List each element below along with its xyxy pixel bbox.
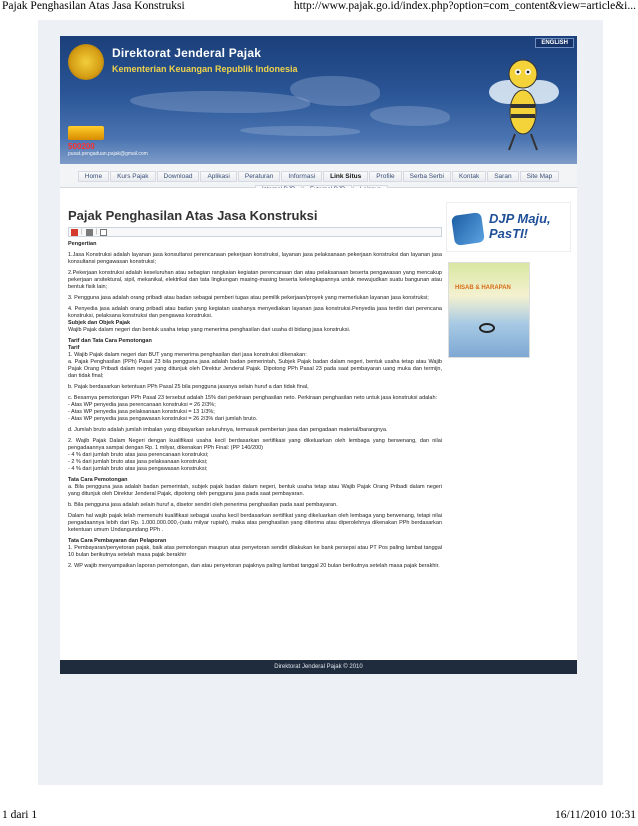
print-datetime: 16/11/2010 10:31: [554, 809, 636, 821]
paragraph: - Atas WP penyedia jasa perencanaan konstruksi = 26 2/3%;: [68, 402, 216, 408]
paragraph: Dalam hal wajib pajak telah memenuhi kualifikasi sebagai usaha kecil berdasarkan sertifikat yang dikeluarkan oleh lembaga yang berwenang, tetapi nilai pengadaannya lebih dari Rp. 1.000.000.000,-(satu milyar rupiah), maka atas penghasilan yang diterima atau diperolehnya dikenakan PPh berdasarkan ketentuan umum Undangundang PPh .: [68, 513, 442, 533]
article-title: Pajak Penghasilan Atas Jasa Konstruksi: [68, 208, 318, 223]
article: [68, 208, 442, 570]
english-button[interactable]: ENGLISH: [535, 38, 574, 48]
site-container: [60, 36, 577, 674]
hotline-badge[interactable]: [68, 126, 148, 157]
nav-item-aplikasi[interactable]: Aplikasi: [200, 171, 236, 182]
print-page-title: Pajak Penghasilan Atas Jasa Konstruksi: [2, 0, 185, 12]
nav-item-serba-serbi[interactable]: Serba Serbi: [403, 171, 451, 182]
paragraph: - Atas WP penyedia jasa pengawasan konstruksi = 26 2/3% dari jumlah bruto.: [68, 416, 258, 422]
email-icon[interactable]: [100, 229, 107, 236]
nav-item-kurs-pajak[interactable]: Kurs Pajak: [110, 171, 155, 182]
heading-tarif: Tarif: [68, 345, 80, 351]
djp-maju-banner[interactable]: [446, 202, 571, 252]
article-toolbar: [68, 227, 442, 237]
copyright-text: Direktorat Jenderal Pajak © 2010: [274, 664, 363, 670]
print-footer: [0, 809, 638, 823]
nav-item-saran[interactable]: Saran: [487, 171, 518, 182]
pdf-icon[interactable]: [71, 229, 78, 236]
org-subtitle: Kementerian Keuangan Republik Indonesia: [112, 64, 298, 74]
sidebar: [446, 202, 571, 358]
print-page-count: 1 dari 1: [2, 809, 38, 821]
nav-item-kontak[interactable]: Kontak: [452, 171, 486, 182]
paragraph: 2. Wajib Pajak Dalam Negeri dengan kualifikasi usaha kecil berdasarkan sertifikasi yang dikeluarkan oleh lembaga yang berwenang, dan nilai pengadaannya sampai dengan Rp. 1 milyar, dikenakan PPh Final: (PP 140/200): [68, 438, 442, 451]
nav-item-link-situs[interactable]: Link Situs: [323, 171, 368, 182]
nav-item-profile[interactable]: Profile: [369, 171, 401, 182]
site-footer: [60, 660, 577, 674]
paragraph: 2.Pekerjaan konstruksi adalah keseluruhan atau sebagian rangkaian kegiatan perencanaan dan atau pelaksanaan beserta pengawasan yang mencakup pekerjaan arsitektural, sipil, mekanikal, elektrikal dan tata lingkungan masing-masing beserta kelengkapannya untuk mewujudkan suatu bangunan atau bentuk fisik lain;: [68, 270, 442, 290]
djp-banner-logo-icon: [451, 212, 485, 246]
paragraph: - Atas WP penyedia jasa pelaksanaan konstruksi = 13 1/3%;: [68, 409, 215, 415]
hotline-number: 500200: [68, 142, 95, 151]
heading-pengertian: Pengertian: [68, 241, 97, 247]
paragraph: 1.Jasa Konstruksi adalah layanan jasa konsultansi perencanaan pekerjaan konstruksi, layanan jasa pelaksanaan pekerjaan konstruksi dan layanan jasa konsultansi pengawasan konstruksi;: [68, 252, 442, 265]
site-banner: [60, 36, 577, 164]
print-header: [0, 0, 638, 14]
djp-logo: [68, 44, 104, 80]
map-island: [130, 91, 310, 113]
paragraph: a. Pajak Penghasilan (PPh) Pasal 23 bila pengguna jasa adalah badan pemerintah, Subjek Pajak badan dalam negeri, bentuk usaha tetap atau Wajib Pajak Orang Pribadi dalam negeri yang ditunjuk oleh Direktur Jenderal Pajak. Dipotong PPh Pasal 23 pada saat pembayaran uang muka dan termijn, dan tidak final;: [68, 359, 442, 379]
motorbike-icon: [479, 323, 495, 333]
paragraph: c. Besarnya pemotongan PPh Pasal 23 tersebut adalah 15% dari perkiraan penghasilan neto. Perkiraan penghasilan neto untuk jasa konstruksi adalah:: [68, 395, 438, 401]
print-url: http://www.pajak.go.id/index.php?option=com_content&view=article&i...: [293, 0, 636, 12]
separator: |: [81, 229, 83, 235]
nav-item-peraturan[interactable]: Peraturan: [238, 171, 281, 182]
nav-item-home[interactable]: Home: [78, 171, 109, 182]
paragraph: 1. Pembayaran/penyetoran pajak, baik atas pemotongan maupun atas penyetoran sendiri dilakukan ke bank persepsi atau PT Pos paling lambat tanggal 10 bulan berikutnya setelah masa pajak berakhir: [68, 545, 442, 558]
paragraph: 1. Wajib Pajak dalam negeri dan BUT yang menerima penghasilan dari jasa konstruksi dikenakan:: [68, 352, 307, 358]
hotline-phone-icon: [68, 126, 104, 140]
heading-tata-cara: Tata Cara Pemotongan: [68, 477, 128, 483]
heading-subjek: Subjek dan Objek Pajak: [68, 320, 131, 326]
paragraph: d. Jumlah bruto adalah jumlah imbalan yang dibayarkan seluruhnya, termasuk pemberian jasa dan pengadaan material/barangnya.: [68, 427, 388, 433]
book-cover-image[interactable]: [448, 262, 530, 358]
paragraph: 2. WP wajib menyampaikan laporan pemotongan, dan atau penyetoran pajaknya paling lambat tanggal 20 bulan berikutnya setelah masa pajak berakhir.: [68, 563, 440, 569]
paragraph: 4. Penyedia jasa adalah orang pribadi atau badan yang kegiatan usahanya menyediakan layanan jasa konstruksi.Penyedia jasa terdiri dari perencana konstruksi, pelaksana konstruksi dan pengawas konstruksi.: [68, 306, 442, 319]
org-title: Direktorat Jenderal Pajak: [112, 46, 262, 60]
bee-mascot-icon: [485, 52, 559, 154]
paragraph: 3. Pengguna jasa adalah orang pribadi atau badan sebagai pemberi tugas atau pemilik pekerjaan/proyek yang memerlukan layanan jasa konstruksi;: [68, 295, 429, 301]
djp-banner-text: DJP Maju, PasTI!: [489, 211, 551, 241]
nav-item-informasi[interactable]: Informasi: [281, 171, 322, 182]
paragraph: - 2 % dari jumlah bruto atas jasa pelaksanaan konstruksi;: [68, 459, 208, 465]
nav-item-download[interactable]: Download: [157, 171, 200, 182]
map-island: [370, 106, 450, 126]
separator: |: [95, 229, 98, 235]
hotline-email: pusat.pengaduan.pajak@gmail.com: [68, 151, 148, 157]
book-title: HISAB & HARAPAN: [455, 285, 511, 291]
paragraph: - 4 % dari jumlah bruto atas jasa pengawasan konstruksi;: [68, 466, 208, 472]
paragraph: Wajib Pajak dalam negeri dan bentuk usaha tetap yang menerima penghasilan dari usaha di bidang jasa konstruksi.: [68, 327, 351, 333]
nav-item-site-map[interactable]: Site Map: [520, 171, 560, 182]
content-area: [60, 188, 577, 674]
map-island: [240, 126, 360, 136]
print-icon[interactable]: [86, 229, 93, 236]
paragraph: b. Pajak berdasarkan ketentuan PPh Pasal 25 bila pengguna jasanya selain huruf a dan tidak final,: [68, 384, 309, 390]
heading-tarif-tata: Tarif dan Tata Cara Pemotongan: [68, 338, 152, 344]
paragraph: - 4 % dari jumlah bruto atas jasa perencanaan konstruksi;: [68, 452, 209, 458]
paragraph: b. Bila pengguna jasa adalah selain huruf a, disetor sendiri oleh penerima penghasilan pada saat pembayaran.: [68, 502, 338, 508]
heading-pembayaran: Tata Cara Pembayaran dan Pelaporan: [68, 538, 167, 544]
paragraph: a. Bila pengguna jasa adalah badan pemerintah, subjek pajak badan dalam negeri, bentuk usaha tetap atau Wajib Pajak Orang Pribadi dalam negeri yang ditunjuk oleh Direktur Jenderal Pajak, dipotong oleh pengguna jasa pada saat pembayaran.: [68, 484, 442, 497]
